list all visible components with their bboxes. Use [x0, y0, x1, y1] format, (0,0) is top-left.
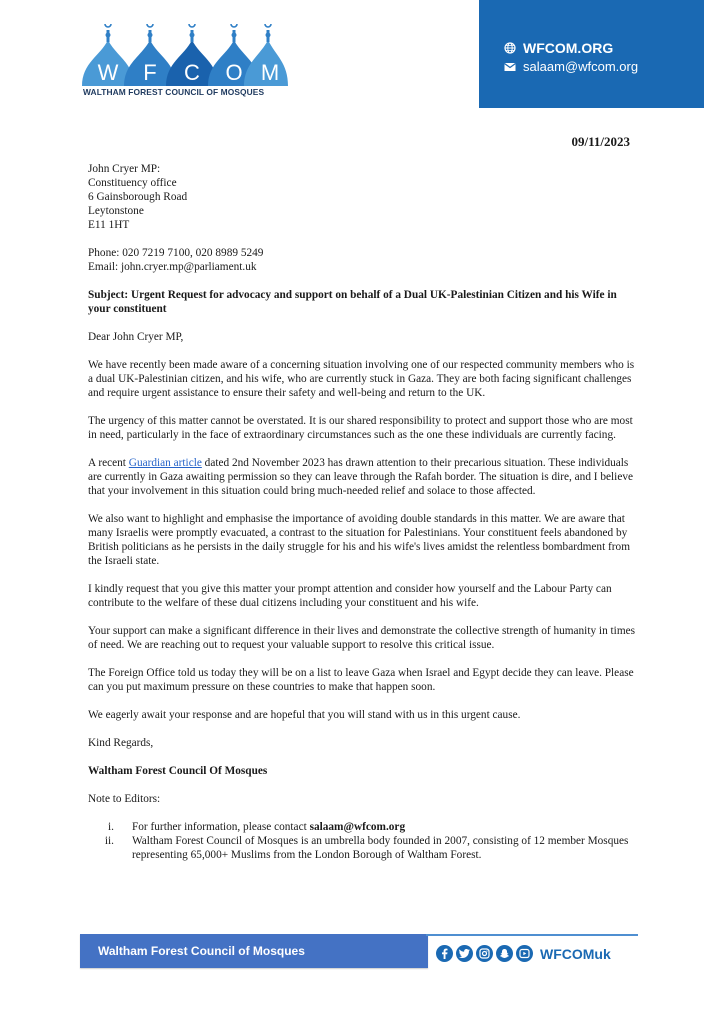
- footer-org-bar: [80, 934, 428, 968]
- mosque-domes-icon: [80, 18, 290, 88]
- footer-org-name: Waltham Forest Council of Mosques: [98, 944, 305, 958]
- notes-list: [88, 820, 636, 862]
- paragraph: The urgency of this matter cannot be overstated. It is our shared responsibility to protect and support those who are most in need, particularly in the face of extraordinary circumstances such as the one these individuals are currently facing.: [88, 415, 633, 441]
- address-line: 6 Gainsborough Road: [88, 191, 188, 203]
- globe-icon: [504, 42, 516, 54]
- recipient-contact: [88, 246, 636, 274]
- closing: Kind Regards,: [88, 737, 154, 749]
- email-text: salaam@wfcom.org: [523, 59, 639, 74]
- signature: Waltham Forest Council Of Mosques: [88, 765, 268, 777]
- paragraph: We also want to highlight and emphasise the importance of avoiding double standards in this matter. We are aware that many Israelis were promptly evacuated, a contrast to the situation for Palestinians. Your constituent feels abandoned by British politicians as he persists in the daily struggle for his and his wife's lives amidst the relentless bombardment from the Israeli state.: [88, 513, 630, 567]
- svg-text:C: C: [184, 60, 200, 85]
- recipient-name: John Cryer MP:: [88, 163, 161, 175]
- instagram-icon[interactable]: [476, 945, 493, 962]
- note-text: For further information, please contact: [132, 821, 310, 833]
- text: A recent: [88, 457, 129, 469]
- note-item: [88, 820, 636, 834]
- recipient-email: Email: john.cryer.mp@parliament.uk: [88, 261, 257, 273]
- website-text: WFCOM.ORG: [523, 40, 614, 56]
- note-item: [88, 834, 636, 862]
- subject-line: Subject: Urgent Request for advocacy and support on behalf of a Dual UK-Palestinian Citizen and his Wife in your constituent: [88, 289, 617, 315]
- salutation: Dear John Cryer MP,: [88, 331, 184, 343]
- address-line: E11 1HT: [88, 219, 130, 231]
- recipient-address: [88, 162, 636, 232]
- social-icons: [436, 945, 611, 962]
- paragraph: I kindly request that you give this matter your prompt attention and consider how yourself and the Labour Party can contribute to the welfare of these dual citizens including your constituent and his wife.: [88, 583, 612, 609]
- envelope-icon: [504, 62, 516, 72]
- paragraph: We have recently been made aware of a concerning situation involving one of our respected community members who is a dual UK-Palestinian citizen, and his wife, who are currently stuck in Gaza. They are both facing significant challenges and require urgent assistance to ensure their safety and well-being and return to the UK.: [88, 359, 635, 399]
- svg-text:O: O: [225, 60, 243, 85]
- logo-tagline: WALTHAM FOREST COUNCIL OF MOSQUES: [83, 87, 265, 97]
- snapchat-icon[interactable]: [496, 945, 513, 962]
- youtube-icon[interactable]: [516, 945, 533, 962]
- paragraph-guardian: [88, 456, 636, 498]
- website-link[interactable]: [504, 40, 613, 56]
- note-number: ii.: [104, 835, 114, 847]
- notes-heading: Note to Editors:: [88, 793, 161, 805]
- svg-text:W: W: [97, 60, 119, 85]
- paragraph: We eagerly await your response and are hopeful that you will stand with us in this urgent cause.: [88, 709, 521, 721]
- text: dated 2nd November 2023 has drawn attention to their precarious situation. These individuals are currently in Gaza awaiting permission so they can leave through the Rafah border. The situation is dire, and I believe that your involvement in this situation could bring much-needed relief and solace to those affected.: [88, 457, 633, 497]
- address-line: Leytonstone: [88, 205, 144, 217]
- email-link[interactable]: [504, 59, 638, 74]
- note-email: salaam@wfcom.org: [309, 821, 406, 833]
- letter-body: [88, 162, 636, 862]
- contact-box: [479, 0, 704, 108]
- note-text: Waltham Forest Council of Mosques is an umbrella body founded in 2007, consisting of 12 member Mosques representing 65,000+ Muslims from the London Borough of Waltham Forest.: [132, 835, 629, 861]
- letter-date: 09/11/2023: [571, 134, 630, 149]
- paragraph: The Foreign Office told us today they will be on a list to leave Gaza when Israel and Egypt decide they can leave. Please can you put maximum pressure on these countries to make that happen soon.: [88, 667, 634, 693]
- twitter-icon[interactable]: [456, 945, 473, 962]
- footer-social: [426, 934, 638, 970]
- social-handle[interactable]: WFCOMuk: [540, 945, 611, 962]
- facebook-icon[interactable]: [436, 945, 453, 962]
- svg-text:M: M: [260, 60, 280, 85]
- note-number: i.: [108, 821, 114, 833]
- recipient-phone: Phone: 020 7219 7100, 020 8989 5249: [88, 247, 264, 259]
- guardian-article-link[interactable]: Guardian article: [128, 457, 202, 469]
- address-line: Constituency office: [88, 177, 177, 189]
- wfcom-logo: [80, 18, 300, 103]
- svg-text:F: F: [143, 60, 157, 85]
- paragraph: Your support can make a significant difference in their lives and demonstrate the collective strength of humanity in times of need. We are reaching out to request your valuable support to resolve this critical issue.: [88, 625, 636, 651]
